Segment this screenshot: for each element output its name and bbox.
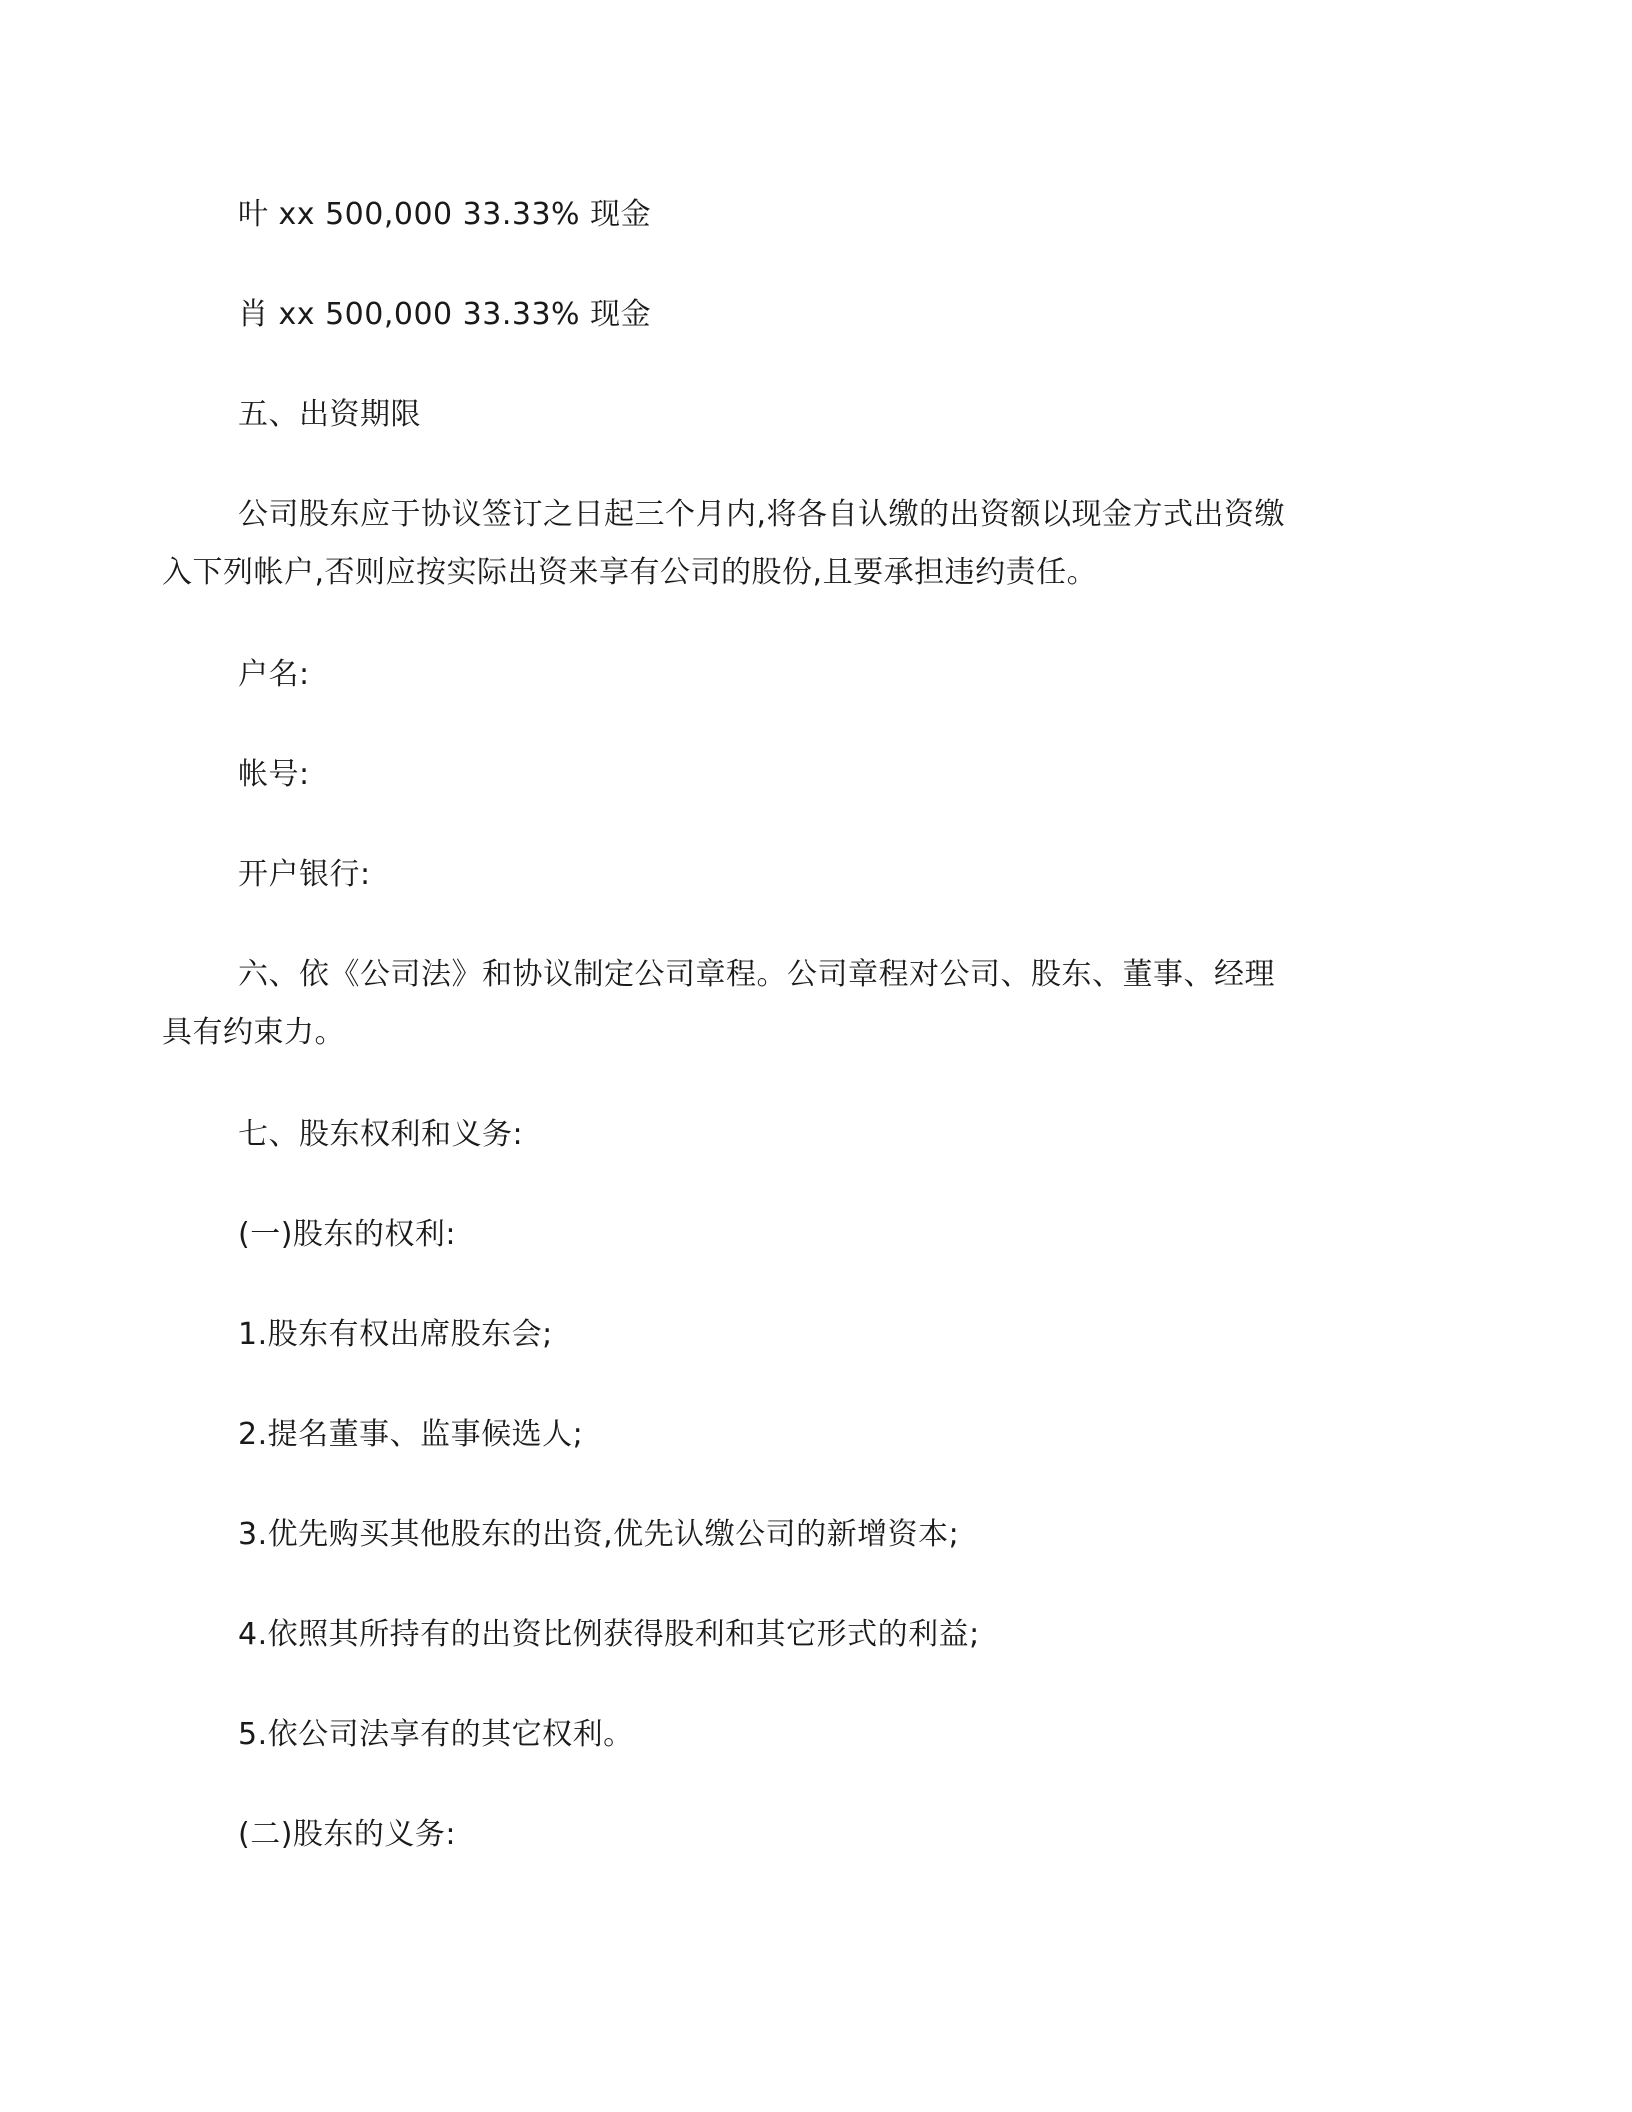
section-heading-5: 五、出资期限 xyxy=(238,397,421,432)
right-item-4: 4.依照其所持有的出资比例获得股利和其它形式的利益; xyxy=(238,1617,980,1652)
shareholder-row-xiao: 肖 xx 500,000 33.33% 现金 xyxy=(238,297,652,332)
duties-subheading: (二)股东的义务: xyxy=(238,1817,457,1852)
right-item-2: 2.提名董事、监事候选人; xyxy=(238,1417,584,1452)
section-5-body: 公司股东应于协议签订之日起三个月内,将各自认缴的出资额以现金方式出资缴入下列帐户,否则应按实际出资来享有公司的股份,且要承担违约责任。 xyxy=(162,497,1286,590)
account-number-label: 帐号: xyxy=(238,757,310,792)
section-heading-7: 七、股东权利和义务: xyxy=(238,1117,524,1152)
right-item-3: 3.优先购买其他股东的出资,优先认缴公司的新增资本; xyxy=(238,1517,960,1552)
right-item-5: 5.依公司法享有的其它权利。 xyxy=(238,1717,634,1752)
rights-subheading: (一)股东的权利: xyxy=(238,1217,457,1252)
bank-label: 开户银行: xyxy=(238,857,371,892)
right-item-1: 1.股东有权出席股东会; xyxy=(238,1317,553,1352)
section-6-body: 六、依《公司法》和协议制定公司章程。公司章程对公司、股东、董事、经理具有约束力。 xyxy=(162,957,1275,1050)
account-name-label: 户名: xyxy=(238,657,310,692)
shareholder-row-ye: 叶 xx 500,000 33.33% 现金 xyxy=(238,197,652,232)
